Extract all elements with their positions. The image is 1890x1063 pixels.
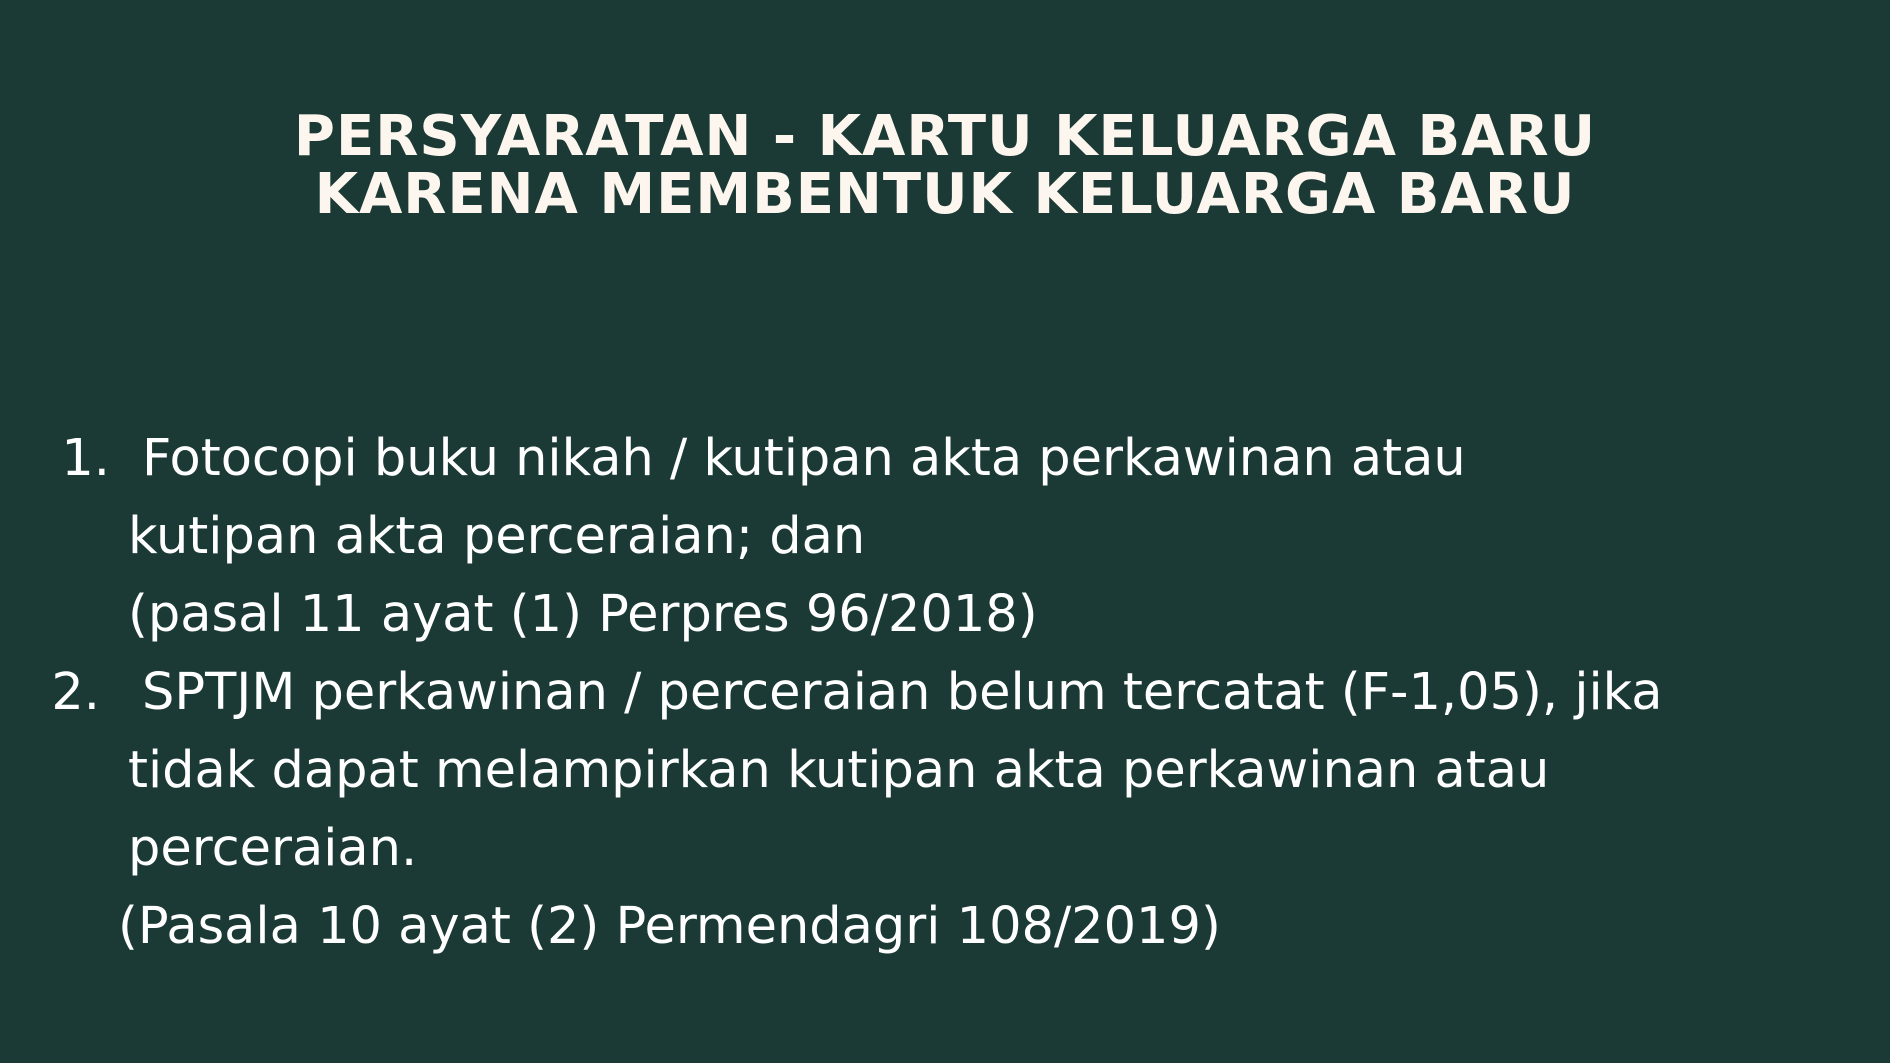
list-item — [0, 420, 1828, 654]
page-title — [0, 104, 1890, 227]
list-item-reference: (Pasala 10 ayat (2) Permendagri 108/2019) — [118, 897, 1221, 956]
list-item-text: tidak dapat melampirkan kutipan akta perkawinan atau — [128, 741, 1550, 800]
list-item-text: Fotocopi buku nikah / kutipan akta perkawinan atau — [142, 429, 1466, 488]
list-item-reference: (pasal 11 ayat (1) Perpres 96/2018) — [128, 585, 1038, 644]
title-line-2: KARENA MEMBENTUK KELUARGA BARU — [314, 162, 1576, 227]
list-item — [0, 654, 1828, 966]
list-item-text: perceraian. — [128, 819, 418, 878]
title-line-1: PERSYARATAN - KARTU KELUARGA BARU — [293, 104, 1597, 169]
list-item-text: SPTJM perkawinan / perceraian belum tercatat (F-1,05), jika — [142, 663, 1663, 722]
list-item-number: 1. — [61, 429, 110, 488]
list-item-number: 2. — [51, 663, 100, 722]
requirements-list — [0, 420, 1890, 966]
list-item-text: kutipan akta perceraian; dan — [128, 507, 866, 566]
